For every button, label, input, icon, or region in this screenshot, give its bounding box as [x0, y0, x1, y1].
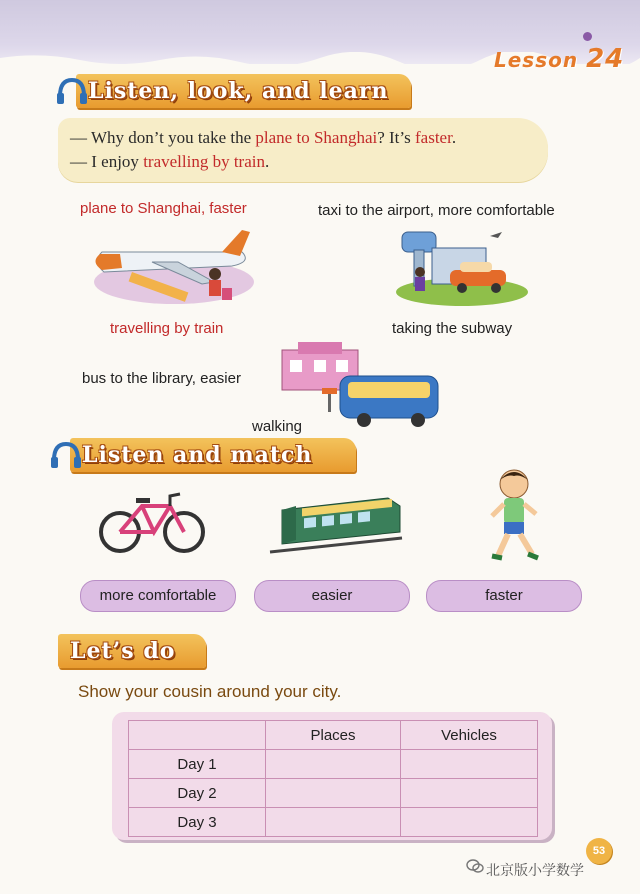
- lesson-word: Lesson: [494, 48, 579, 72]
- places-vehicles-table: [128, 720, 538, 837]
- table-cell-place[interactable]: [266, 750, 401, 779]
- table-cell-place[interactable]: [266, 808, 401, 837]
- page-number: 53: [586, 838, 612, 864]
- caption-subway: taking the subway: [392, 320, 513, 337]
- table-cell-place[interactable]: [266, 779, 401, 808]
- table-cell-vehicle[interactable]: [401, 779, 538, 808]
- option-pill-easier[interactable]: easier: [254, 580, 410, 612]
- bicycle-illustration: [98, 488, 208, 556]
- table-header-cell: Vehicles: [401, 721, 538, 750]
- dialogue-line-1: [70, 128, 456, 148]
- dialogue-text: .: [265, 152, 270, 171]
- table-cell-vehicle[interactable]: [401, 750, 538, 779]
- section-title: Listen and match: [82, 442, 313, 468]
- table-header-cell: [129, 721, 266, 750]
- dialogue-text: — I enjoy: [70, 152, 144, 171]
- airport-taxi-illustration: [392, 222, 532, 308]
- section-banner-lets-do: [44, 634, 214, 668]
- headphones-icon: [48, 440, 82, 470]
- table-row: [129, 779, 538, 808]
- caption-plane: plane to Shanghai, faster: [80, 200, 247, 217]
- lesson-number: 24: [586, 44, 625, 74]
- dialogue-text: ? It’s: [377, 128, 415, 147]
- walking-boy-illustration: [484, 466, 544, 566]
- headphones-icon: [54, 76, 88, 106]
- highlight-phrase: plane to Shanghai: [255, 128, 378, 147]
- table-row-label: Day 3: [129, 808, 266, 837]
- bus-station-illustration: [278, 340, 443, 428]
- activity-instruction: Show your cousin around your city.: [78, 682, 342, 701]
- dialogue-text: .: [451, 128, 457, 147]
- table-row-label: Day 2: [129, 779, 266, 808]
- table-header-row: [129, 721, 538, 750]
- section-banner-listen-look-learn: [54, 74, 414, 108]
- section-title: Listen, look, and learn: [88, 78, 389, 104]
- dialogue-line-2: [70, 152, 269, 172]
- table-header-cell: Places: [266, 721, 401, 750]
- option-pill-faster[interactable]: faster: [426, 580, 582, 612]
- section-banner-listen-and-match: [48, 438, 348, 472]
- caption-taxi: taxi to the airport, more comfortable: [318, 202, 555, 219]
- caption-bus: bus to the library, easier: [82, 370, 241, 387]
- lesson-title: [494, 44, 624, 74]
- table-row: [129, 750, 538, 779]
- lesson-dot-icon: [583, 32, 592, 41]
- option-pill-more-comfortable[interactable]: more comfortable: [80, 580, 236, 612]
- train-illustration: [268, 492, 404, 558]
- table-row-label: Day 1: [129, 750, 266, 779]
- wechat-icon: [466, 858, 484, 874]
- caption-walking: walking: [252, 418, 303, 435]
- dialogue-text: — Why don’t you take the: [70, 128, 256, 147]
- plane-illustration: [82, 222, 267, 312]
- watermark-text: 北京版小学数学: [486, 862, 584, 878]
- highlight-phrase: faster: [415, 128, 452, 147]
- table-cell-vehicle[interactable]: [401, 808, 538, 837]
- highlight-phrase: travelling by train: [143, 152, 265, 171]
- table-row: [129, 808, 538, 837]
- caption-train: travelling by train: [110, 320, 224, 337]
- section-title: Let’s do: [70, 638, 176, 664]
